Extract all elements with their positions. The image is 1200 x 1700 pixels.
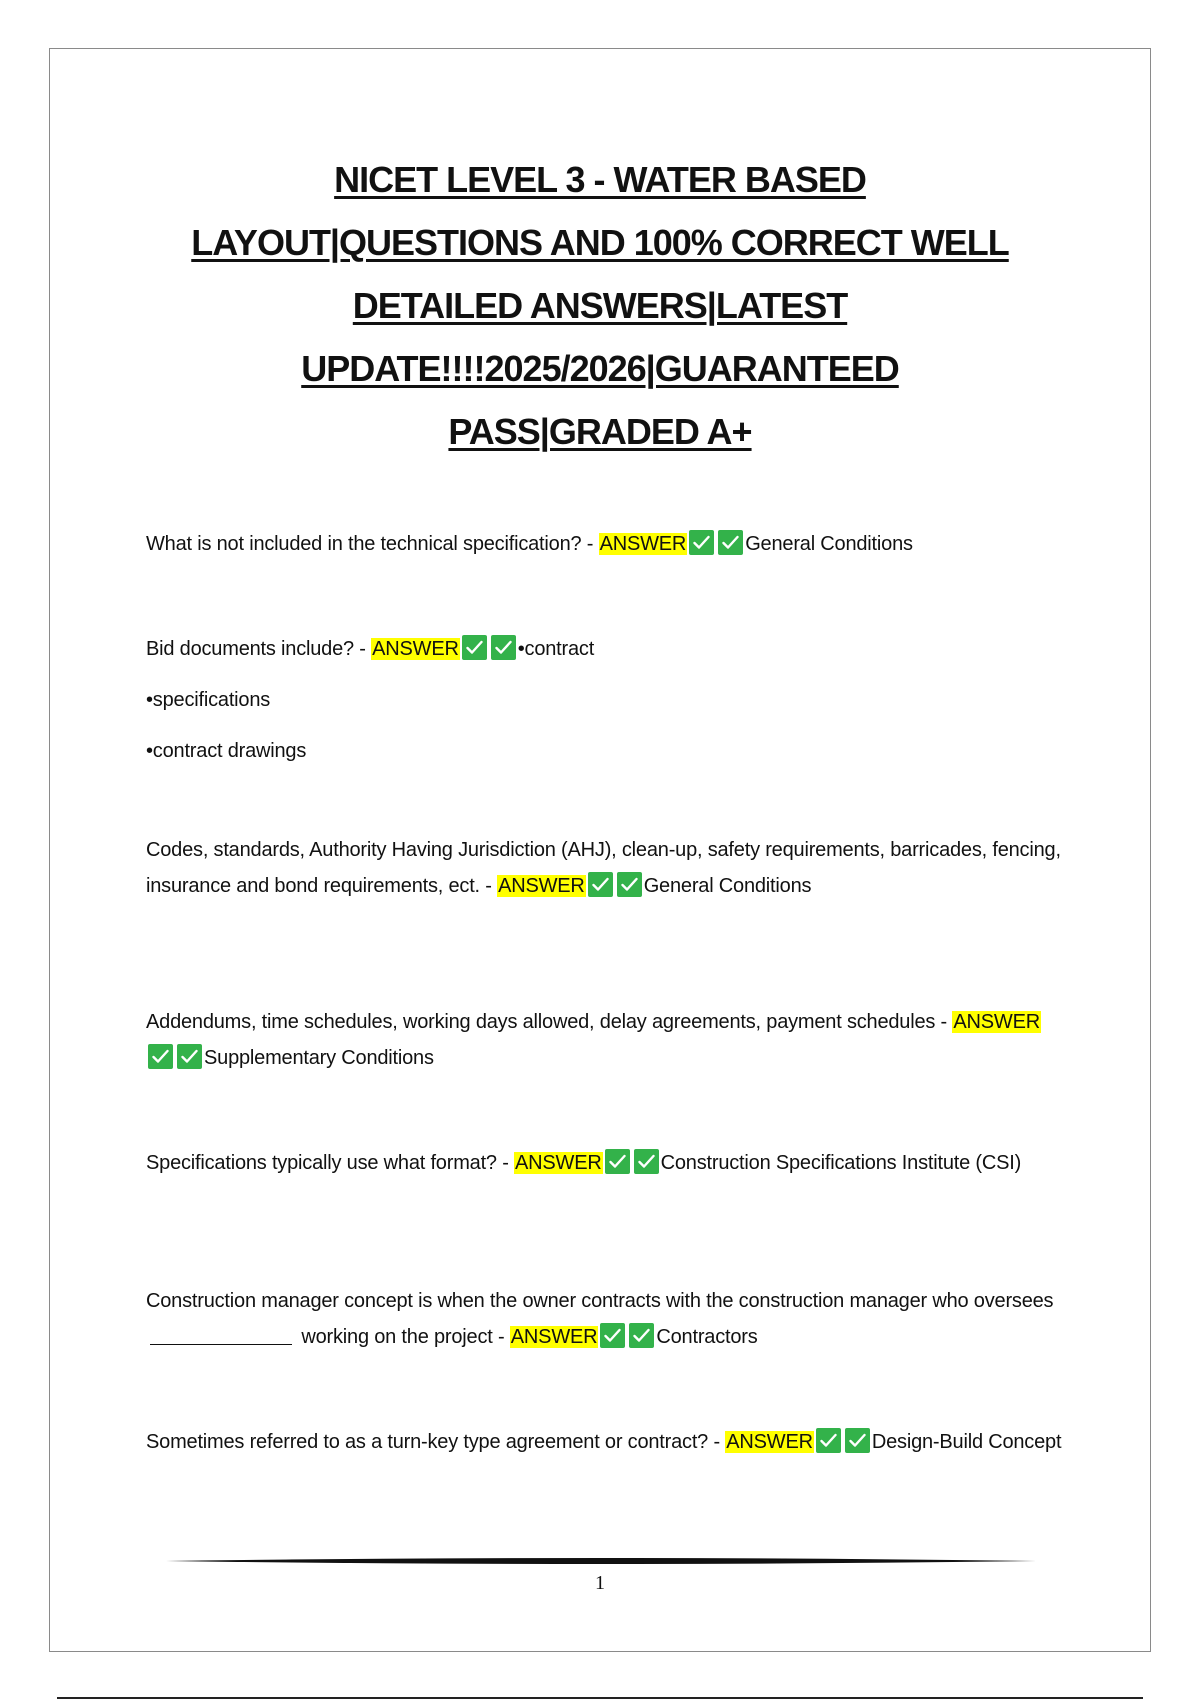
question-text: What is not included in the technical specification? - [146,533,599,555]
title-line: UPDATE!!!!2025/2026|GUARANTEED [301,348,899,389]
bullet-line: •specifications [146,689,271,711]
answer-text: Design-Build Concept [871,1431,1062,1453]
qa-text [146,1424,1066,1460]
bottom-divider [57,1697,1143,1699]
check-mark-icon [148,1044,173,1069]
answer-label: ANSWER [726,1431,813,1453]
title-line: DETAILED ANSWERS|LATEST [352,285,848,326]
title-line: LAYOUT|QUESTIONS AND 100% CORRECT WELL [191,222,1009,263]
check-mark-icon [634,1149,659,1174]
qa-item [146,1145,1066,1181]
answer-label: ANSWER [372,638,459,660]
check-mark-icon [605,1149,630,1174]
check-mark-icon [845,1428,870,1453]
qa-text [146,526,1066,562]
fill-in-blank [150,1344,292,1345]
answer-label: ANSWER [515,1152,602,1174]
document-title [150,148,1050,463]
question-text: Sometimes referred to as a turn-key type agreement or contract? - [146,1431,726,1453]
bullet-line: •contract drawings [146,740,307,762]
answer-label: ANSWER [510,1326,598,1348]
check-mark-icon [816,1428,841,1453]
answer-text: General Conditions [643,875,812,897]
check-mark-icon [629,1323,654,1348]
check-mark-icon [689,530,714,555]
answer-text: General Conditions [745,533,913,555]
question-text: working on the project - [296,1326,510,1348]
qa-item [146,526,1066,562]
check-mark-icon [462,635,487,660]
check-mark-icon [600,1323,625,1348]
qa-item [146,1424,1066,1460]
question-text: Construction manager concept is when the owner contracts with the construction manager who oversees [146,1290,1054,1312]
answer-text: •contract [517,638,595,660]
check-mark-icon [491,635,516,660]
qa-text [146,1283,1066,1355]
answer-text: Contractors [656,1326,758,1348]
question-text: Codes, standards, Authority Having Jurisdiction (AHJ), clean-up, safety requirements, barricades, fencing, insurance and bond requirements, ect. - [146,839,1061,897]
answer-text: Supplementary Conditions [204,1047,434,1069]
footer-divider [166,1556,1036,1566]
qa-item [146,631,1066,769]
qa-item [146,832,1066,904]
qa-item [146,1004,1066,1076]
qa-text [146,631,1066,667]
answer-label: ANSWER [498,875,585,897]
answer-label: ANSWER [953,1011,1040,1033]
check-mark-icon [617,872,642,897]
question-text: Addendums, time schedules, working days allowed, delay agreements, payment schedules - [146,1011,953,1033]
answer-label: ANSWER [599,533,687,555]
page-number: 1 [595,1572,605,1594]
answer-text: Construction Specifications Institute (CSI) [660,1152,1022,1174]
check-mark-icon [588,872,613,897]
qa-text [146,832,1066,904]
title-line: NICET LEVEL 3 - WATER BASED [334,159,866,200]
check-mark-icon [177,1044,202,1069]
question-text: Bid documents include? - [146,638,372,660]
qa-item [146,1283,1066,1355]
qa-text [146,1004,1066,1076]
qa-text [146,1145,1066,1181]
title-line: PASS|GRADED A+ [448,411,752,452]
question-text: Specifications typically use what format? - [146,1152,515,1174]
check-mark-icon [718,530,743,555]
